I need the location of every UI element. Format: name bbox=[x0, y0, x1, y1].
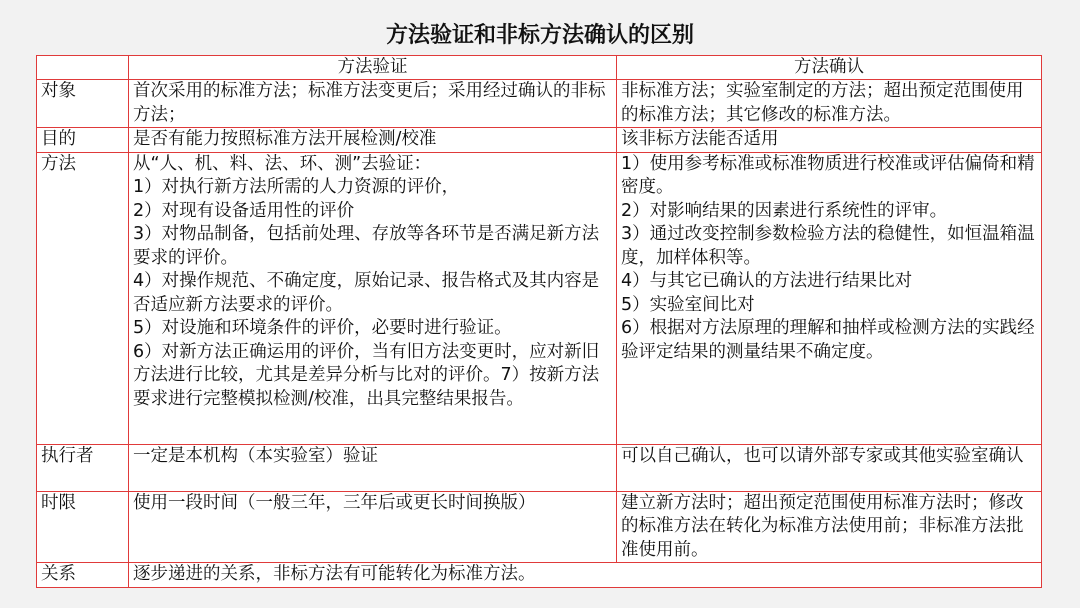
cell-line: 4）与其它已确认的方法进行结果比对 bbox=[621, 271, 913, 291]
row-label: 对象 bbox=[37, 80, 129, 128]
cell-line: 首次采用的标准方法；标准方法变更后；采用经过确认的非标方法； bbox=[133, 81, 606, 125]
table-row bbox=[37, 80, 1042, 128]
confirmation-cell bbox=[617, 491, 1042, 563]
confirmation-cell bbox=[617, 80, 1042, 128]
table-row bbox=[37, 152, 1042, 444]
row-label: 方法 bbox=[37, 152, 129, 444]
cell-line: 6）根据对方法原理的理解和抽样或检测方法的实践经验评定结果的测量结果不确定度。 bbox=[621, 318, 1035, 362]
verification-cell bbox=[129, 80, 617, 128]
merged-cell: 逐步递进的关系，非标方法有可能转化为标准方法。 bbox=[129, 563, 1042, 588]
header-blank bbox=[37, 56, 129, 80]
cell-line: 从“人、机、料、法、环、测”去验证： bbox=[133, 153, 432, 174]
confirmation-cell bbox=[617, 128, 1042, 153]
header-method-confirmation: 方法确认 bbox=[617, 56, 1042, 80]
cell-line: 是否有能力按照标准方法开展检测/校准 bbox=[133, 129, 437, 149]
cell-line: 建立新方法时；超出预定范围使用标准方法时；修改的标准方法在转化为标准方法使用前；非标准方法批准使用前。 bbox=[621, 492, 1024, 560]
cell-line: 2）对影响结果的因素进行系统性的评审。 bbox=[621, 200, 948, 221]
confirmation-cell bbox=[617, 152, 1042, 444]
verification-cell bbox=[129, 444, 617, 491]
comparison-table bbox=[36, 55, 1042, 588]
cell-line: 一定是本机构（本实验室）验证 bbox=[133, 445, 378, 466]
row-label: 执行者 bbox=[37, 444, 129, 491]
cell-line: 该非标方法能否适用 bbox=[621, 129, 779, 149]
table-row bbox=[37, 563, 1042, 588]
cell-line: 1）对执行新方法所需的人力资源的评价， bbox=[133, 177, 460, 197]
row-label: 时限 bbox=[37, 491, 129, 563]
verification-cell bbox=[129, 128, 617, 153]
confirmation-cell bbox=[617, 444, 1042, 491]
verification-cell bbox=[129, 152, 617, 444]
cell-line: 6）对新方法正确运用的评价，当有旧方法变更时，应对新旧方法进行比较，尤其是差异分析与比对的评价。7）按新方法要求进行完整模拟检测/校准，出具完整结果报告。 bbox=[133, 341, 600, 409]
page-title: 方法验证和非标方法确认的区别 bbox=[385, 23, 694, 48]
cell-line: 4）对操作规范、不确定度，原始记录、报告格式及其内容是否适应新方法要求的评价。 bbox=[133, 271, 600, 315]
verification-cell bbox=[129, 491, 617, 563]
table-row bbox=[37, 128, 1042, 153]
row-label: 目的 bbox=[37, 128, 129, 153]
cell-line: 1）使用参考标准或标准物质进行校准或评估偏倚和精密度。 bbox=[621, 153, 1035, 197]
cell-line: 使用一段时间（一般三年，三年后或更长时间换版） bbox=[133, 492, 536, 513]
header-row bbox=[37, 56, 1042, 80]
row-label: 关系 bbox=[37, 563, 129, 588]
table-row bbox=[37, 491, 1042, 563]
cell-line: 5）实验室间比对 bbox=[621, 294, 755, 315]
cell-line: 3）对物品制备，包括前处理、存放等各环节是否满足新方法要求的评价。 bbox=[133, 224, 600, 268]
cell-line: 3）通过改变控制参数检验方法的稳健性，如恒温箱温度，加样体积等。 bbox=[621, 224, 1035, 268]
cell-line: 可以自己确认，也可以请外部专家或其他实验室确认 bbox=[621, 445, 1024, 466]
cell-line: 非标准方法；实验室制定的方法；超出预定范围使用的标准方法；其它修改的标准方法。 bbox=[621, 81, 1024, 125]
header-method-verification: 方法验证 bbox=[129, 56, 617, 80]
cell-line: 5）对设施和环境条件的评价，必要时进行验证。 bbox=[133, 318, 512, 338]
cell-line: 2）对现有设备适用性的评价 bbox=[133, 200, 355, 221]
table-row bbox=[37, 444, 1042, 491]
